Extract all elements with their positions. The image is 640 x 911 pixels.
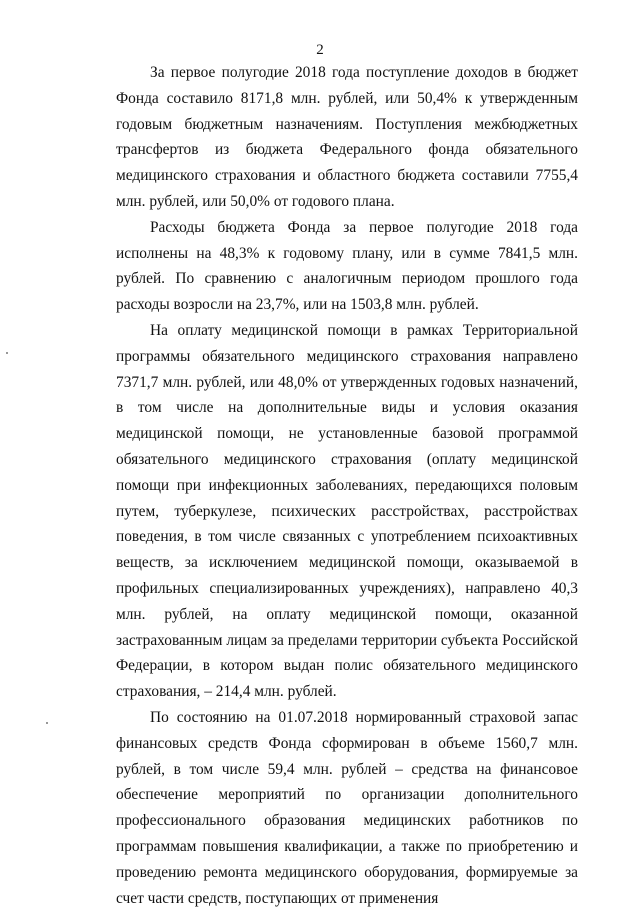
paragraph-medical-care: На оплату медицинской помощи в рамках Территориальной программы обязательного медицинского страхования направлено 7371,7 млн. рублей, или 48,0% от утвержденных годовых назначений, в том числе на дополнительные виды и условия оказания медицинской помощи, не установленные базовой программой обязательного медицинского страхования (оплату медицинской помощи при инфекционных заболеваниях, передающихся половым путем, туберкулезе, психических расстройствах, расстройствах поведения, в том числе связанных с употреблением психоактивных веществ, за исключением медицинской помощи, оказываемой в профильных специализированных учреждениях), направлено 40,3 млн. рублей, на оплату медицинской помощи, оказанной застрахованным лицам за пределами территории субъекта Российской Федерации, в котором выдан полис обязательного медицинского страхования, – 214,4 млн. рублей. [116, 321, 578, 701]
page-number: 2 [316, 42, 324, 58]
scan-speck [6, 352, 8, 354]
paragraph-income: За первое полугодие 2018 года поступление доходов в бюджет Фонда составило 8171,8 млн. рублей, или 50,4% к утвержденным годовым бюджетным назначениям. Поступления межбюджетных трансфертов из бюджета Федерального фонда обязательного медицинского страхования и областного бюджета составили 7755,4 млн. рублей, или 50,0% от годового плана. [116, 64, 578, 210]
paragraph-expenses: Расходы бюджета Фонда за первое полугодие 2018 года исполнены на 48,3% к годовому плану, или в сумме 7841,5 млн. рублей. По сравнению с аналогичным периодом прошлого года расходы возросли на 23,7%, или на 1503,8 млн. рублей. [116, 218, 578, 314]
scan-speck [46, 722, 48, 724]
document-body [116, 60, 578, 911]
paragraph-insurance-reserve: По состоянию на 01.07.2018 нормированный страховой запас финансовых средств Фонда сформирован в объеме 1560,7 млн. рублей, в том числе 59,4 млн. рублей – средства на финансовое обеспечение мероприятий по организации дополнительного профессионального образования медицинских работников по программам повышения квалификации, а также по приобретению и проведению ремонта медицинского оборудования, формируемые за счет части средств, поступающих от применения [116, 708, 578, 907]
